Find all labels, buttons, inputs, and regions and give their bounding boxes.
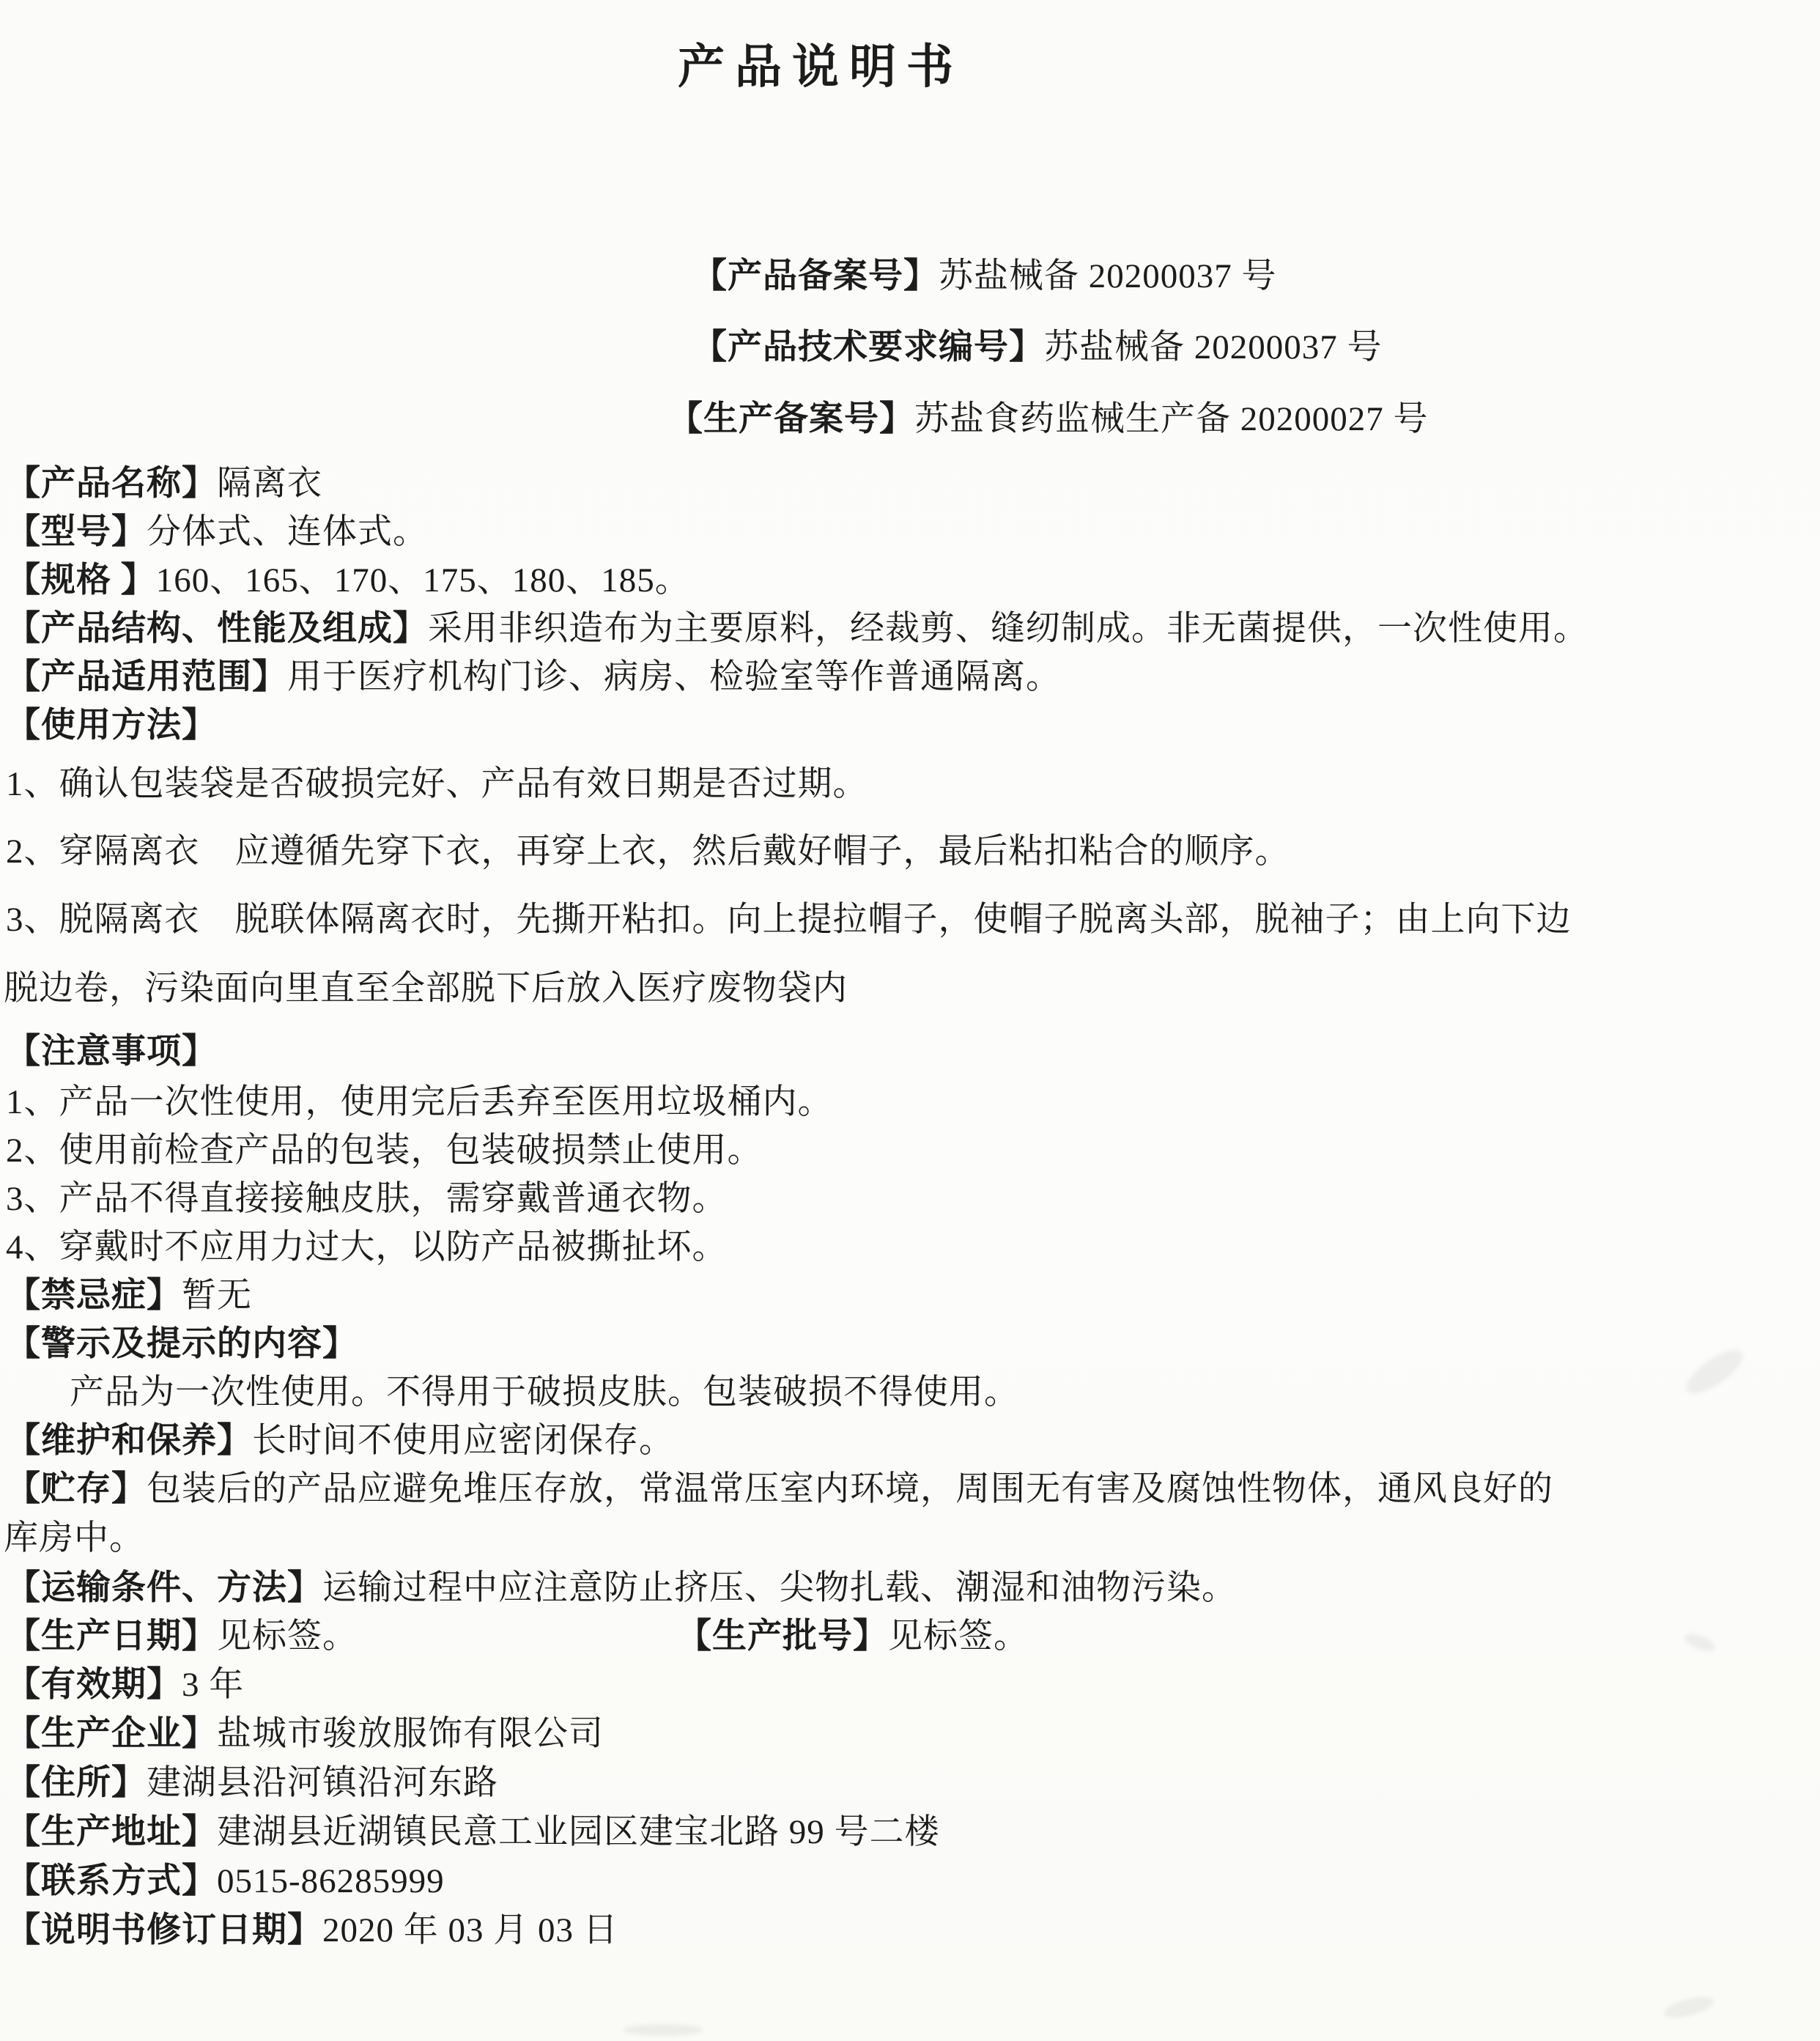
field-specifications: 【规格 】160、165、170、175、180、185。 (6, 561, 690, 599)
registration-line-tech-requirement (692, 328, 1383, 367)
field-scope-of-use: 【产品适用范围】用于医疗机构门诊、病房、检验室等作普通隔离。 (6, 658, 1061, 696)
field-residence: 【住所】建湖县沿河镇沿河东路 (6, 1764, 498, 1802)
field-production-address: 【生产地址】建湖县近湖镇民意工业园区建宝北路 99 号二楼 (6, 1813, 940, 1851)
registration-label: 【生产备案号】 (668, 400, 914, 438)
field-structure-composition: 【产品结构、性能及组成】采用非织造布为主要原料，经裁剪、缝纫制成。非无菌提供，一次性使用。 (6, 610, 1588, 648)
scan-artifact (1680, 1343, 1748, 1400)
field-shelf-life: 【有效期】3 年 (6, 1666, 245, 1704)
field-storage-continued: 库房中。 (4, 1519, 144, 1557)
section-heading-precautions: 【注意事项】 (6, 1033, 217, 1071)
scan-artifact (1662, 1993, 1715, 2021)
section-heading-warning: 【警示及提示的内容】 (6, 1325, 358, 1363)
production-date-value: 见标签。 (217, 1617, 358, 1656)
registration-value: 苏盐械备 20200037 号 (1044, 328, 1383, 366)
scan-artifact (623, 2024, 703, 2036)
production-date-label: 【生产日期】 (6, 1617, 217, 1656)
registration-line-production (668, 399, 1429, 439)
production-batch-pair (677, 1617, 1029, 1656)
field-revision-date: 【说明书修订日期】2020 年 03 月 03 日 (6, 1911, 618, 1949)
usage-step-3-continued: 脱边卷，污染面向里直至全部脱下后放入医疗废物袋内 (4, 970, 848, 1008)
production-batch-label: 【生产批号】 (677, 1617, 888, 1656)
field-model: 【型号】分体式、连体式。 (6, 513, 428, 551)
precaution-item-2: 2、使用前检查产品的包装，包装破损禁止使用。 (6, 1132, 763, 1170)
document-title: 产品说明书 (678, 41, 963, 93)
field-storage: 【贮存】包装后的产品应避免堆压存放，常温常压室内环境，周围无有害及腐蚀性物体，通风良好的 (6, 1470, 1553, 1508)
registration-label: 【产品技术要求编号】 (692, 328, 1044, 366)
usage-step-1: 1、确认包装袋是否破损完好、产品有效日期是否过期。 (6, 765, 868, 803)
field-product-name: 【产品名称】隔离衣 (6, 465, 322, 503)
production-batch-value: 见标签。 (888, 1617, 1029, 1656)
field-manufacturer: 【生产企业】盐城市骏放服饰有限公司 (6, 1715, 604, 1753)
field-contraindication: 【禁忌症】暂无 (6, 1277, 252, 1315)
field-contact: 【联系方式】0515-86285999 (6, 1862, 445, 1900)
warning-text: 产品为一次性使用。不得用于破损皮肤。包装破损不得使用。 (70, 1373, 1019, 1411)
field-production-date-batch (6, 1617, 1764, 1656)
precaution-item-1: 1、产品一次性使用，使用完后丢弃至医用垃圾桶内。 (6, 1083, 833, 1121)
registration-label: 【产品备案号】 (692, 257, 939, 295)
field-maintenance: 【维护和保养】长时间不使用应密闭保存。 (6, 1422, 674, 1460)
field-transport: 【运输条件、方法】运输过程中应注意防止挤压、尖物扎载、潮湿和油物污染。 (6, 1569, 1237, 1607)
section-heading-usage-method: 【使用方法】 (6, 706, 217, 745)
usage-step-2: 2、穿隔离衣 应遵循先穿下衣，再穿上衣，然后戴好帽子，最后粘扣粘合的顺序。 (6, 833, 1290, 871)
registration-value: 苏盐食药监械生产备 20200027 号 (914, 400, 1429, 438)
registration-line-product (692, 256, 1277, 296)
registration-value: 苏盐械备 20200037 号 (939, 257, 1277, 295)
precaution-item-3: 3、产品不得直接接触皮肤，需穿戴普通衣物。 (6, 1180, 728, 1218)
precaution-item-4: 4、穿戴时不应用力过大，以防产品被撕扯坏。 (6, 1228, 728, 1266)
usage-step-3: 3、脱隔离衣 脱联体隔离衣时，先撕开粘扣。向上提拉帽子，使帽子脱离头部，脱袖子；由上向下边 (6, 901, 1572, 939)
